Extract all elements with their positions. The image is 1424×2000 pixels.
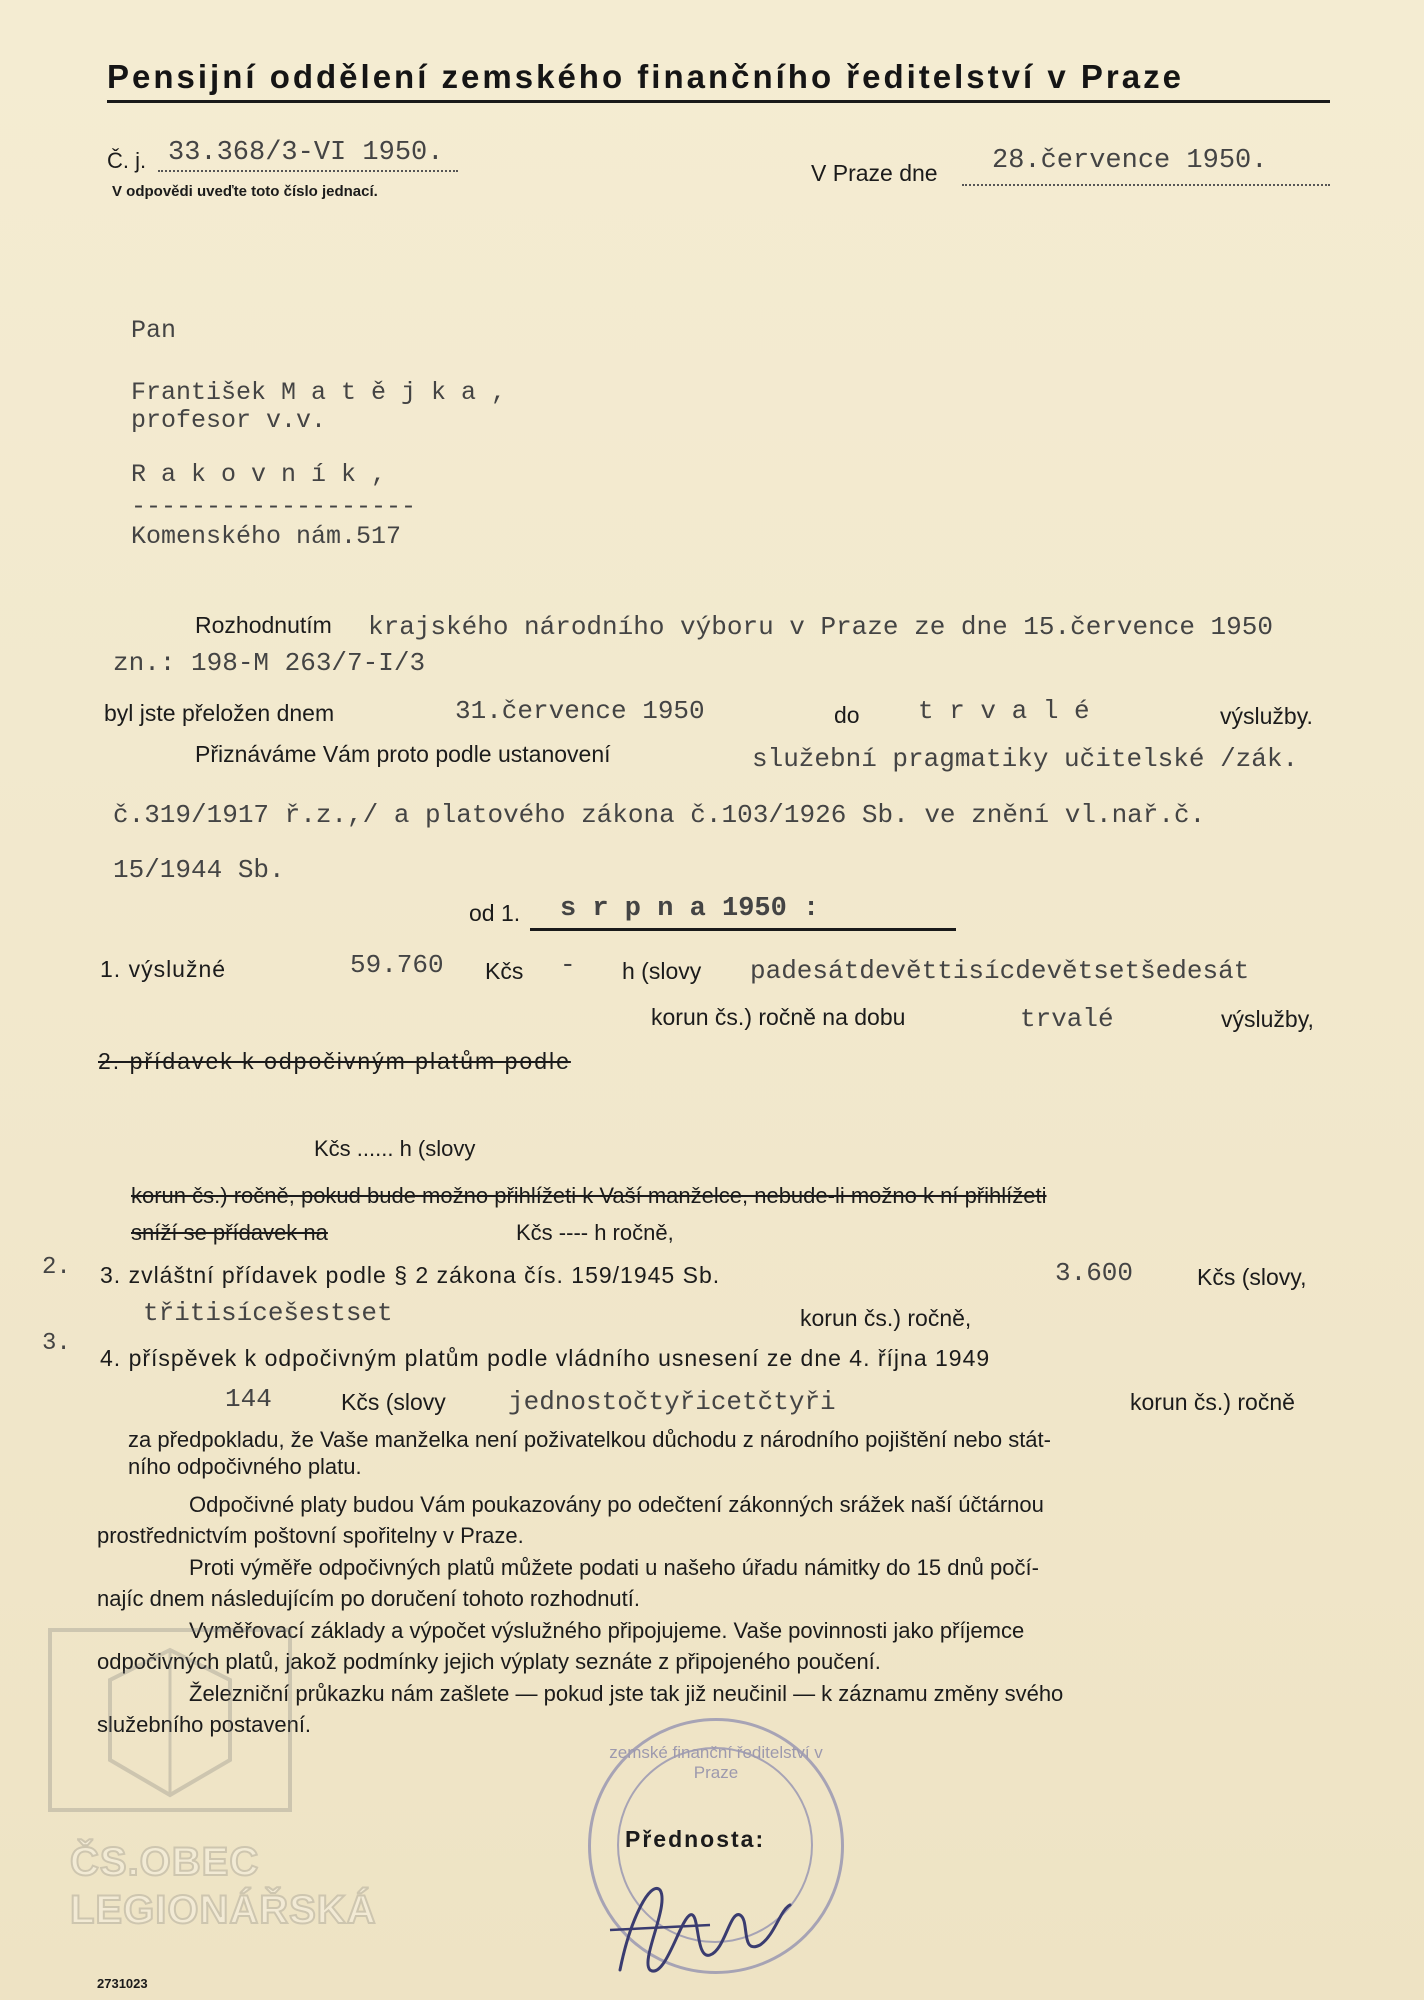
transfer-label: byl jste přeložen dnem — [104, 700, 335, 726]
addressee-title: profesor v.v. — [131, 406, 327, 435]
watermark-line-1: ČS.OBEC — [70, 1840, 260, 1884]
paragraph-2-line-2: najíc dnem následujícím po doručení tohoto rozhodnutí. — [97, 1586, 641, 1611]
addressee-underline: ------------------- — [131, 492, 417, 521]
item4-kcs: Kčs (slovy — [341, 1389, 446, 1415]
transfer-date: 31.července 1950 — [455, 696, 705, 726]
paragraph-1-line-2: prostřednictvím poštovní spořitelny v Praze. — [97, 1523, 524, 1548]
date-dotline — [962, 184, 1330, 186]
addressee-salutation: Pan — [131, 316, 177, 345]
item4-words: jednostočtyřicetčtyři — [508, 1387, 836, 1417]
watermark-emblem — [30, 1620, 310, 1820]
stamp-text: zemské finanční ředitelství v Praze — [609, 1743, 823, 1782]
item2-line2: korun čs.) ročně, pokud bude možno přihlížeti k Vaší manželce, nebude-li možno k ní přihlížeti — [131, 1183, 1047, 1208]
item3-amount: 3.600 — [1055, 1258, 1134, 1288]
item4-end: korun čs.) ročně — [1130, 1389, 1295, 1415]
document-header: Pensijní oddělení zemského finančního ředitelství v Praze — [107, 58, 1184, 95]
print-code: 2731023 — [97, 1976, 148, 1991]
item1-amount: 59.760 — [350, 950, 444, 980]
item4-label: 4. příspěvek k odpočivným platům podle vládního usnesení ze dne 4. října 1949 — [100, 1345, 991, 1371]
item1-kind: trvalé — [1020, 1004, 1114, 1034]
decision-intro-text: krajského národního výboru v Praze ze dne 15.července 1950 — [368, 612, 1273, 642]
header-rule — [107, 100, 1330, 103]
from-label: od 1. — [469, 900, 521, 926]
decision-reference: zn.: 198-M 263/7-I/3 — [113, 648, 426, 678]
from-date-rule — [530, 928, 956, 931]
reference-note: V odpovědi uveďte toto číslo jednací. — [112, 183, 378, 200]
to-label: do — [834, 702, 860, 728]
item3-renumber: 2. — [42, 1254, 71, 1281]
item2-label: 2. přídavek k odpočivným platům podle — [98, 1048, 571, 1074]
signature-label: Přednosta: — [625, 1826, 766, 1852]
item1-h: h (slovy — [622, 958, 702, 984]
paragraph-4-line-2: služebního postavení. — [97, 1712, 312, 1737]
item1-end: výslužby, — [1221, 1006, 1314, 1032]
paragraph-4-line-1: Železniční průkazku nám zašlete — pokud jste tak již neučinil — k záznamu změny svého — [189, 1681, 1064, 1706]
item1-label: 1. výslužné — [100, 956, 227, 982]
item3-label: 3. zvláštní přídavek podle § 2 zákona čís. 159/1945 Sb. — [100, 1262, 721, 1288]
reference-number: 33.368/3-VI 1950. — [168, 138, 444, 168]
paragraph-1-line-1: Odpočivné platy budou Vám poukazovány po odečtení zákonných srážek naší účtárnou — [189, 1492, 1044, 1517]
law-line-1: služební pragmatiky učitelské /zák. — [752, 744, 1299, 774]
item3-line2: korun čs.) ročně, — [800, 1305, 972, 1331]
legion-watermark — [30, 1620, 377, 1950]
item2-kcs: Kčs ...... h (slovy — [314, 1136, 476, 1161]
item2-line3b: Kčs ---- h ročně, — [516, 1220, 674, 1245]
paragraph-3-line-2: odpočivných platů, jakož podmínky jejich výplaty seznáte z připojeného poučení. — [97, 1649, 881, 1674]
reference-label: Č. j. — [107, 148, 147, 173]
item3-kcs: Kčs (slovy, — [1197, 1264, 1307, 1290]
law-line-2: č.319/1917 ř.z.,/ a platového zákona č.103/1926 Sb. ve znění vl.nař.č. — [113, 800, 1206, 830]
item4-renumber: 3. — [42, 1330, 71, 1357]
decision-intro-label: Rozhodnutím — [195, 612, 332, 638]
law-line-3: 15/1944 Sb. — [113, 855, 285, 885]
item3-words: třitisícešestset — [143, 1298, 393, 1328]
item2-line3a: sníží se přídavek na — [131, 1220, 328, 1245]
addressee-name: František M a t ě j k a , — [131, 378, 507, 407]
addressee-street: Komenského nám.517 — [131, 522, 402, 551]
paragraph-2-line-1: Proti výměře odpočivných platů můžete podati u našeho úřadu námitky do 15 dnů počí- — [189, 1555, 1039, 1580]
item4-condition-1: za předpokladu, že Vaše manželka není poživatelkou důchodu z národního pojištění nebo stát- — [128, 1427, 1051, 1452]
grant-label: Přiznáváme Vám proto podle ustanovení — [195, 741, 611, 767]
handwritten-signature — [590, 1860, 800, 1990]
date-label: V Praze dne — [811, 160, 938, 186]
item4-amount: 144 — [225, 1384, 272, 1414]
item4-condition-2: ního odpočivného platu. — [128, 1454, 362, 1479]
watermark-line-2: LEGIONÁŘSKÁ — [70, 1888, 377, 1932]
item1-words: padesátdevěttisícdevětsetšedesát — [750, 956, 1250, 986]
service-kind: t r v a l é — [918, 696, 1090, 726]
item1-line2: korun čs.) ročně na dobu — [651, 1004, 906, 1030]
item1-kcs: Kčs — [485, 958, 524, 984]
service-label: výslužby. — [1220, 703, 1313, 729]
paragraph-3-line-1: Vyměřovací základy a výpočet výslužného připojujeme. Vaše povinnosti jako příjemce — [189, 1618, 1025, 1643]
reference-dotline — [158, 170, 458, 172]
from-date: s r p n a 1950 : — [560, 894, 820, 924]
item1-dash: - — [560, 950, 576, 980]
addressee-city: R a k o v n í k , — [131, 460, 387, 489]
letter-date: 28.července 1950. — [992, 146, 1268, 176]
